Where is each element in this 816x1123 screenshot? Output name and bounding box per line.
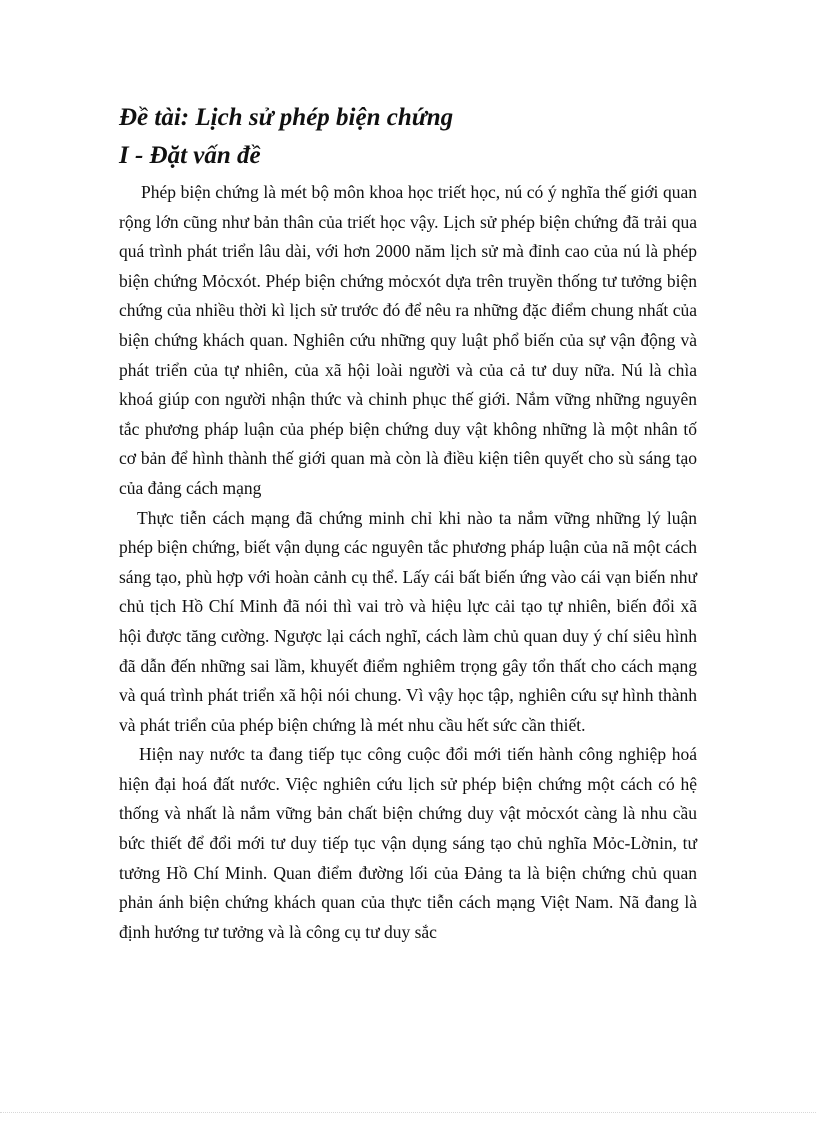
- paragraph-2: Thực tiễn cách mạng đã chứng minh chỉ khi nào ta nắm vững những lý luận phép biện chứng, biết vận dụng các nguyên tắc phương pháp luận của nã một cách sáng tạo, phù hợp với hoàn cảnh cụ thể. Lấy cái bất biến ứng vào cái vạn biến như chủ tịch Hồ Chí Minh đã nói thì vai trò và hiệu lực cải tạo tự nhiên, biến đổi xã hội được tăng cường. Ngược lại cách nghĩ, cách làm chủ quan duy ý chí siêu hình đã dẫn đến những sai lầm, khuyết điểm nghiêm trọng gây tổn thất cho cách mạng và quá trình phát triển xã hội nói chung. Vì vậy học tập, nghiên cứu sự hình thành và phát triển của phép biện chứng là mét nhu cầu hết sức cần thiết.: [119, 507, 697, 735]
- paragraph-3: Hiện nay nước ta đang tiếp tục công cuộc đổi mới tiến hành công nghiệp hoá hiện đại hoá đất nước. Việc nghiên cứu lịch sử phép biện chứng một cách có hệ thống và nhất là nắm vững bản chất biện chứng duy vật mỏcxót càng là nhu cầu bức thiết để đổi mới tư duy tiếp tục vận dụng sáng tạo chủ nghĩa Mỏc-Lờnin, tư tưởng Hồ Chí Minh. Quan điểm đường lối của Đảng ta là biện chứng chủ quan phản ánh biện chứng khách quan của thực tiễn cách mạng Việt Nam. Nã đang là định hướng tư tưởng và là công cụ tư duy sắc: [119, 744, 697, 942]
- page-content: [119, 100, 697, 947]
- section-heading: I - Đặt vấn đề: [119, 142, 261, 169]
- document-title: Đề tài: Lịch sử phép biện chứng: [119, 104, 454, 131]
- page-bottom-divider: [0, 1112, 816, 1113]
- paragraph-1: Phép biện chứng là mét bộ môn khoa học triết học, nú có ý nghĩa thế giới quan rộng lớn cũng như bản thân của triết học vậy. Lịch sử phép biện chứng đã trải qua quá trình phát triển lâu dài, với hơn 2000 năm lịch sử mà đỉnh cao của nú là phép biện chứng Mỏcxót. Phép biện chứng mỏcxót dựa trên truyền thống tư tưởng biện chứng của nhiều thời kì lịch sử trước đó để nêu ra những đặc điểm chung nhất của biện chứng khách quan. Nghiên cứu những quy luật phổ biến của sự vận động và phát triển của tự nhiên, của xã hội loài người và của cả tư duy nữa. Nú là chìa khoá giúp con người nhận thức và chinh phục thế giới. Nắm vững những nguyên tắc phương pháp luận của phép biện chứng duy vật không những là một nhân tố cơ bản để hình thành thế giới quan mà còn là điều kiện tiên quyết cho sù sáng tạo của đảng cách mạng: [119, 182, 697, 498]
